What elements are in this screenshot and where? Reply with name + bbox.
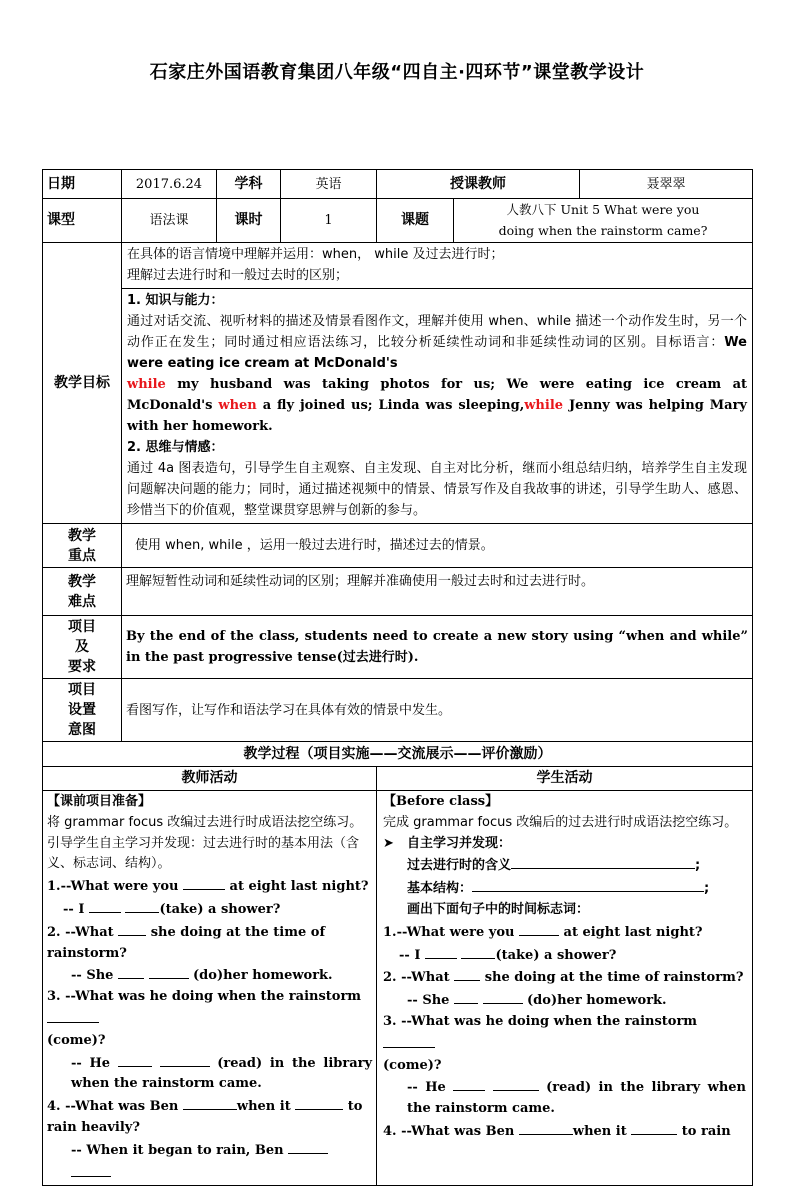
type-value: 语法课 xyxy=(122,199,217,243)
student-q3-b: (come)? xyxy=(383,1057,442,1073)
project-text: By the end of the class, students need to create a new story using “when and while” in the past progressive tense(过去进行时). xyxy=(122,616,753,679)
project-label-2: 及 xyxy=(75,639,89,655)
goals-while-2: while xyxy=(524,398,564,413)
lesson-plan-table xyxy=(42,169,753,1186)
teacher-q3-a: 3. --What was he doing when the rainstorm xyxy=(47,989,362,1005)
teacher-q3-d: (read) in the library when the rainstorm came. xyxy=(71,1055,373,1092)
goals-section-1-body: 通过对话交流、视听材料的描述及情景看图作文，理解并使用 when、while 描述一个动作发生时，另一个动作正在发生；同时通过相应语法练习，比较分析延续性动词和非延续性动词的区别。目标语言： xyxy=(127,314,747,350)
date-value: 2017.6.24 xyxy=(122,170,217,199)
student-self-learning xyxy=(383,834,746,855)
goals-intro xyxy=(122,243,752,288)
process-header: 教学过程（项目实施——交流展示——评价激励） xyxy=(43,742,753,767)
student-self-label: 自主学习并发现： xyxy=(407,835,512,851)
key-label-2: 重点 xyxy=(68,547,96,564)
difficult-label-2: 难点 xyxy=(68,593,96,610)
subject-label: 学科 xyxy=(217,170,281,199)
teacher-q4 xyxy=(47,1095,372,1139)
goals-example-3: a fly joined us; Linda was sleeping, xyxy=(256,398,525,413)
teacher-q2-answer xyxy=(47,964,372,987)
teacher-q1-answer xyxy=(47,898,372,921)
period-label: 课时 xyxy=(217,199,281,243)
process-header-row xyxy=(43,742,753,767)
goals-example-2: my husband was taking photos for us; We were eating ice cream at McDonald's xyxy=(127,377,747,413)
teacher-line-1: 将 grammar focus 改编过去进行时成语法挖空练习。 xyxy=(47,814,363,830)
topic-line-2: doing when the rainstorm came? xyxy=(498,222,708,238)
teacher-q1-c: -- I xyxy=(63,901,85,917)
blank xyxy=(125,898,159,913)
student-q3-d: (read) in the library when the rainstorm came. xyxy=(407,1080,746,1117)
teacher-q4-answer xyxy=(47,1139,372,1185)
blank xyxy=(453,1076,485,1091)
goals-section-2-title: 2. 思维与情感： xyxy=(127,440,224,455)
design-text: 看图写作，让写作和语法学习在具体有效的情景中发生。 xyxy=(122,679,753,742)
teacher-q4-c: to rain heavily? xyxy=(47,1099,363,1135)
student-q3-a: 3. --What was he doing when the rainstorm xyxy=(383,1013,698,1029)
teacher-label: 授课教师 xyxy=(377,170,580,199)
goals-example-1: We were eating ice cream at McDonald's xyxy=(127,335,747,371)
goals-row xyxy=(43,243,753,524)
student-q2-b: she doing at the time of rainstorm? xyxy=(484,970,744,986)
teacher-q1-b: at eight last night? xyxy=(229,879,369,895)
student-q3-c: -- He xyxy=(407,1080,446,1096)
design-label-1: 项目 xyxy=(68,682,96,698)
blank xyxy=(47,1008,99,1023)
student-q4-b: when it xyxy=(572,1123,627,1139)
header-row-1 xyxy=(43,170,753,199)
blank xyxy=(472,877,704,892)
student-structure-label: 基本结构： xyxy=(407,881,473,897)
difficult-label xyxy=(43,568,122,616)
blank xyxy=(511,854,695,869)
student-meaning-label: 过去进行时的含义 xyxy=(407,858,512,874)
goals-example-block xyxy=(127,374,747,437)
teacher-q2-b: she doing at the time of rainstorm? xyxy=(47,924,326,961)
difficult-text: 理解短暂性动词和延续性动词的区别；理解并准确使用一般过去时和过去进行时。 xyxy=(122,568,753,616)
project-label xyxy=(43,616,122,679)
student-q4-c: to rain xyxy=(681,1123,731,1139)
blank xyxy=(295,1095,343,1110)
teacher-q4-d: -- When it began to rain, Ben xyxy=(71,1142,284,1158)
period-value: 1 xyxy=(281,199,377,243)
student-q2 xyxy=(383,966,746,989)
goals-intro-line-2: 理解过去进行时和一般过去时的区别； xyxy=(127,268,349,283)
blank xyxy=(118,964,144,979)
goals-cell xyxy=(122,243,753,524)
teacher-q1-a: 1.--What were you xyxy=(47,879,179,895)
student-markers: 画出下面句子中的时间标志词： xyxy=(407,901,590,917)
design-label-3: 意图 xyxy=(68,722,96,738)
blank xyxy=(483,989,523,1004)
student-line-1: 完成 grammar focus 改编后的过去进行时成语法挖空练习。 xyxy=(383,814,738,830)
teacher-prep-title: 【课前项目准备】 xyxy=(47,794,152,809)
student-q2-a: 2. --What xyxy=(383,970,450,986)
key-text: 使用 when, while ，运用一般过去进行时，描述过去的情景。 xyxy=(122,524,753,568)
teacher-q4-a: 4. --What was Ben xyxy=(47,1099,179,1115)
student-q2-c: -- She xyxy=(407,993,450,1009)
teacher-activity-cell xyxy=(43,791,377,1186)
blank xyxy=(89,898,121,913)
header-row-2 xyxy=(43,199,753,243)
key-label-1: 教学 xyxy=(68,527,96,544)
student-q1-b: at eight last night? xyxy=(563,924,703,940)
blank xyxy=(71,1162,111,1177)
goals-while-1: while xyxy=(127,377,166,392)
teacher-q2-c: -- She xyxy=(71,968,114,984)
arrow-bullet-icon: ➤ xyxy=(383,835,394,851)
goals-example-4: Jenny was helping Mary with her homework. xyxy=(127,398,747,434)
blank xyxy=(118,921,146,936)
difficult-row xyxy=(43,568,753,616)
student-q2-d: (do)her homework. xyxy=(527,993,667,1009)
goals-section-1-title: 1. 知识与能力： xyxy=(127,293,224,308)
goals-section-2-text: 通过 4a 图表造句，引导学生自主观察、自主发现、自主对比分析，继而小组总结归纳，培养学生自主发现问题解决问题的能力；同时，通过描述视频中的情景、情景写作及自我故事的讲述，引导学生助人、感恩、珍惜当下的价值观，整堂课贯穿思辨与创新的参与。 xyxy=(127,461,747,518)
student-q1-d: (take) a shower? xyxy=(495,947,617,963)
type-label: 课型 xyxy=(43,199,122,243)
student-activity-header: 学生活动 xyxy=(377,767,753,791)
blank xyxy=(519,921,559,936)
teacher-q2 xyxy=(47,921,372,965)
blank xyxy=(383,1033,435,1048)
student-q3 xyxy=(383,1012,746,1056)
teacher-value: 聂翠翠 xyxy=(580,170,753,199)
project-label-1: 项目 xyxy=(68,619,96,635)
teacher-activity-header: 教师活动 xyxy=(43,767,377,791)
teacher-q3 xyxy=(47,987,372,1031)
design-row xyxy=(43,679,753,742)
student-q4 xyxy=(383,1120,746,1143)
student-q1-a: 1.--What were you xyxy=(383,924,515,940)
goals-label: 教学目标 xyxy=(43,243,122,524)
student-q3-answer xyxy=(383,1076,746,1120)
student-prep-title: 【Before class】 xyxy=(383,794,499,809)
blank xyxy=(183,1095,237,1110)
subject-value: 英语 xyxy=(281,170,377,199)
project-row xyxy=(43,616,753,679)
topic-value xyxy=(454,199,753,243)
student-q1-answer xyxy=(383,944,746,967)
date-label: 日期 xyxy=(43,170,122,199)
blank xyxy=(118,1052,152,1067)
student-q4-a: 4. --What was Ben xyxy=(383,1123,515,1139)
teacher-q1 xyxy=(47,875,372,898)
student-meaning: 过去进行时的含义 ; xyxy=(383,854,746,877)
teacher-q3-answer xyxy=(47,1052,372,1096)
blank xyxy=(493,1076,539,1091)
blank xyxy=(461,944,495,959)
blank xyxy=(183,875,225,890)
blank xyxy=(454,966,480,981)
goals-when: when xyxy=(218,398,257,413)
blank xyxy=(519,1120,573,1135)
page-title: 石家庄外国语教育集团八年级“四自主·四环节”课堂教学设计 xyxy=(149,62,645,83)
difficult-label-1: 教学 xyxy=(68,573,96,590)
student-q1 xyxy=(383,921,746,944)
blank xyxy=(160,1052,210,1067)
student-structure: 基本结构： ; xyxy=(383,877,746,900)
blank xyxy=(288,1139,328,1154)
goals-intro-line-1: 在具体的语言情境中理解并运用：when， while 及过去进行时； xyxy=(127,247,504,262)
project-label-3: 要求 xyxy=(68,659,96,675)
teacher-q3-c: -- He xyxy=(71,1055,111,1071)
teacher-line-2: 引导学生自主学习并发现：过去进行时的基本用法（含义、标志词、结构）。 xyxy=(47,835,360,872)
blank xyxy=(454,989,478,1004)
student-q1-c: -- I xyxy=(399,947,421,963)
teacher-q3-b: (come)? xyxy=(47,1032,106,1048)
goals-sections xyxy=(122,288,752,523)
teacher-q4-b: when it xyxy=(236,1099,291,1115)
activity-row xyxy=(43,791,753,1186)
student-q2-answer xyxy=(383,989,746,1012)
student-activity-cell xyxy=(377,791,753,1186)
activity-header-row xyxy=(43,767,753,791)
blank xyxy=(149,964,189,979)
design-label-2: 设置 xyxy=(68,702,96,718)
teacher-q1-d: (take) a shower? xyxy=(159,901,281,917)
teacher-q2-d: (do)her homework. xyxy=(193,968,333,984)
blank xyxy=(425,944,457,959)
teacher-q2-a: 2. --What xyxy=(47,924,114,940)
topic-line-1: 人教八下 Unit 5 What were you xyxy=(506,202,700,217)
blank xyxy=(631,1120,677,1135)
goals-section-1-text xyxy=(127,311,747,374)
key-label xyxy=(43,524,122,568)
topic-label: 课题 xyxy=(377,199,454,243)
design-label xyxy=(43,679,122,742)
key-row xyxy=(43,524,753,568)
